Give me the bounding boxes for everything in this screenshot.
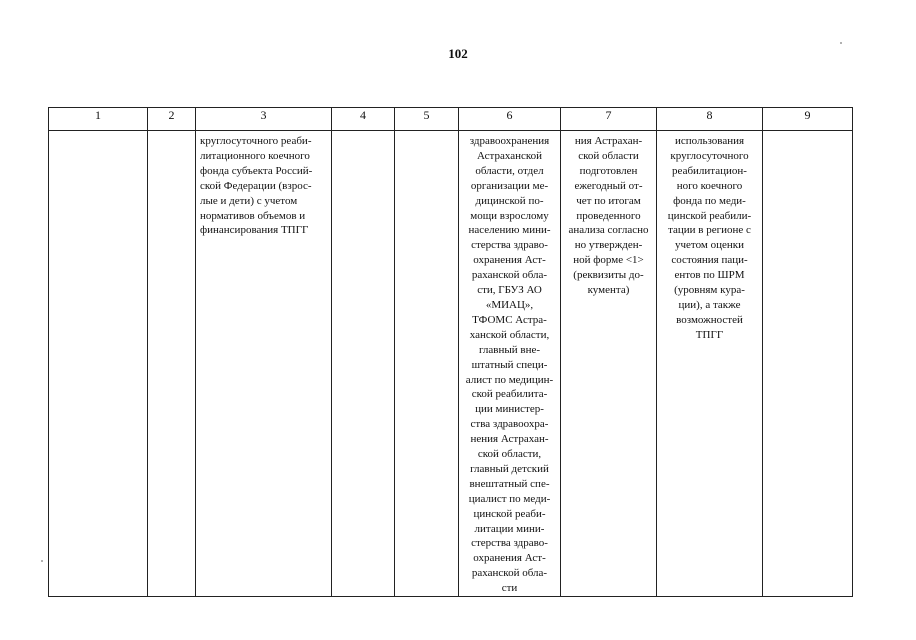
header-cell-7: 7 — [561, 108, 657, 131]
scan-speck — [41, 560, 43, 562]
cell-col9-text — [763, 131, 852, 134]
cell-col8-text: использования круглосуточного реабилитацион- ного коечного фонда по меди- цинской реабили- тации в регионе с учетом оценки состояния паци- ентов по ШРМ (уровням кура- ции), а также возможностей ТПГГ — [667, 135, 752, 341]
cell-col1-text — [49, 131, 147, 134]
cell-col7-text: ния Астрахан- ской области подготовлен ежегодный от- чет по итогам проведенного анализа согласно но утвержден- ной форме <1> (реквизиты до- кумента) — [568, 135, 649, 297]
cell-col4-text — [332, 131, 394, 134]
cell-col7 — [561, 131, 657, 597]
cell-col3 — [196, 131, 332, 597]
cell-col6 — [459, 131, 561, 597]
document-table — [48, 107, 853, 597]
cell-col5 — [395, 131, 459, 597]
header-cell-5: 5 — [395, 108, 459, 131]
table-row — [49, 131, 853, 597]
cell-col5-text — [395, 131, 458, 134]
page-number: 102 — [448, 46, 468, 61]
cell-col1 — [49, 131, 148, 597]
cell-col2 — [148, 131, 196, 597]
table-header-row — [49, 108, 853, 131]
scan-speck — [840, 42, 842, 44]
header-cell-8: 8 — [657, 108, 763, 131]
header-cell-4: 4 — [332, 108, 395, 131]
cell-col8 — [657, 131, 763, 597]
cell-col6-text: здравоохранения Астраханской области, отдел организации ме- дицинской по- мощи взрослому населению мини- стерства здраво- охранения Аст- раханской обла- сти, ГБУЗ АО «МИАЦ», ТФОМС Астра- ханской области, главный вне- штатный специ- алист по медицин- ской реабилита- ции министер- ства здравоохра- нения Астрахан- ской области, главный детский внештатный спе- циалист по меди- цинской реаби- литации мини- стерства здраво- охранения Аст- раханской обла- сти — [465, 135, 554, 595]
cell-col9 — [763, 131, 853, 597]
header-cell-3: 3 — [196, 108, 332, 131]
header-cell-1: 1 — [49, 108, 148, 131]
cell-col3-text: круглосуточного реаби- литационного коечного фонда субъекта Россий- ской Федерации (взрос- лые и дети) с учетом нормативов объемов и финансирования ТПГГ — [200, 135, 313, 237]
header-cell-6: 6 — [459, 108, 561, 131]
header-cell-2: 2 — [148, 108, 196, 131]
cell-col2-text — [148, 131, 195, 134]
header-cell-9: 9 — [763, 108, 853, 131]
cell-col4 — [332, 131, 395, 597]
